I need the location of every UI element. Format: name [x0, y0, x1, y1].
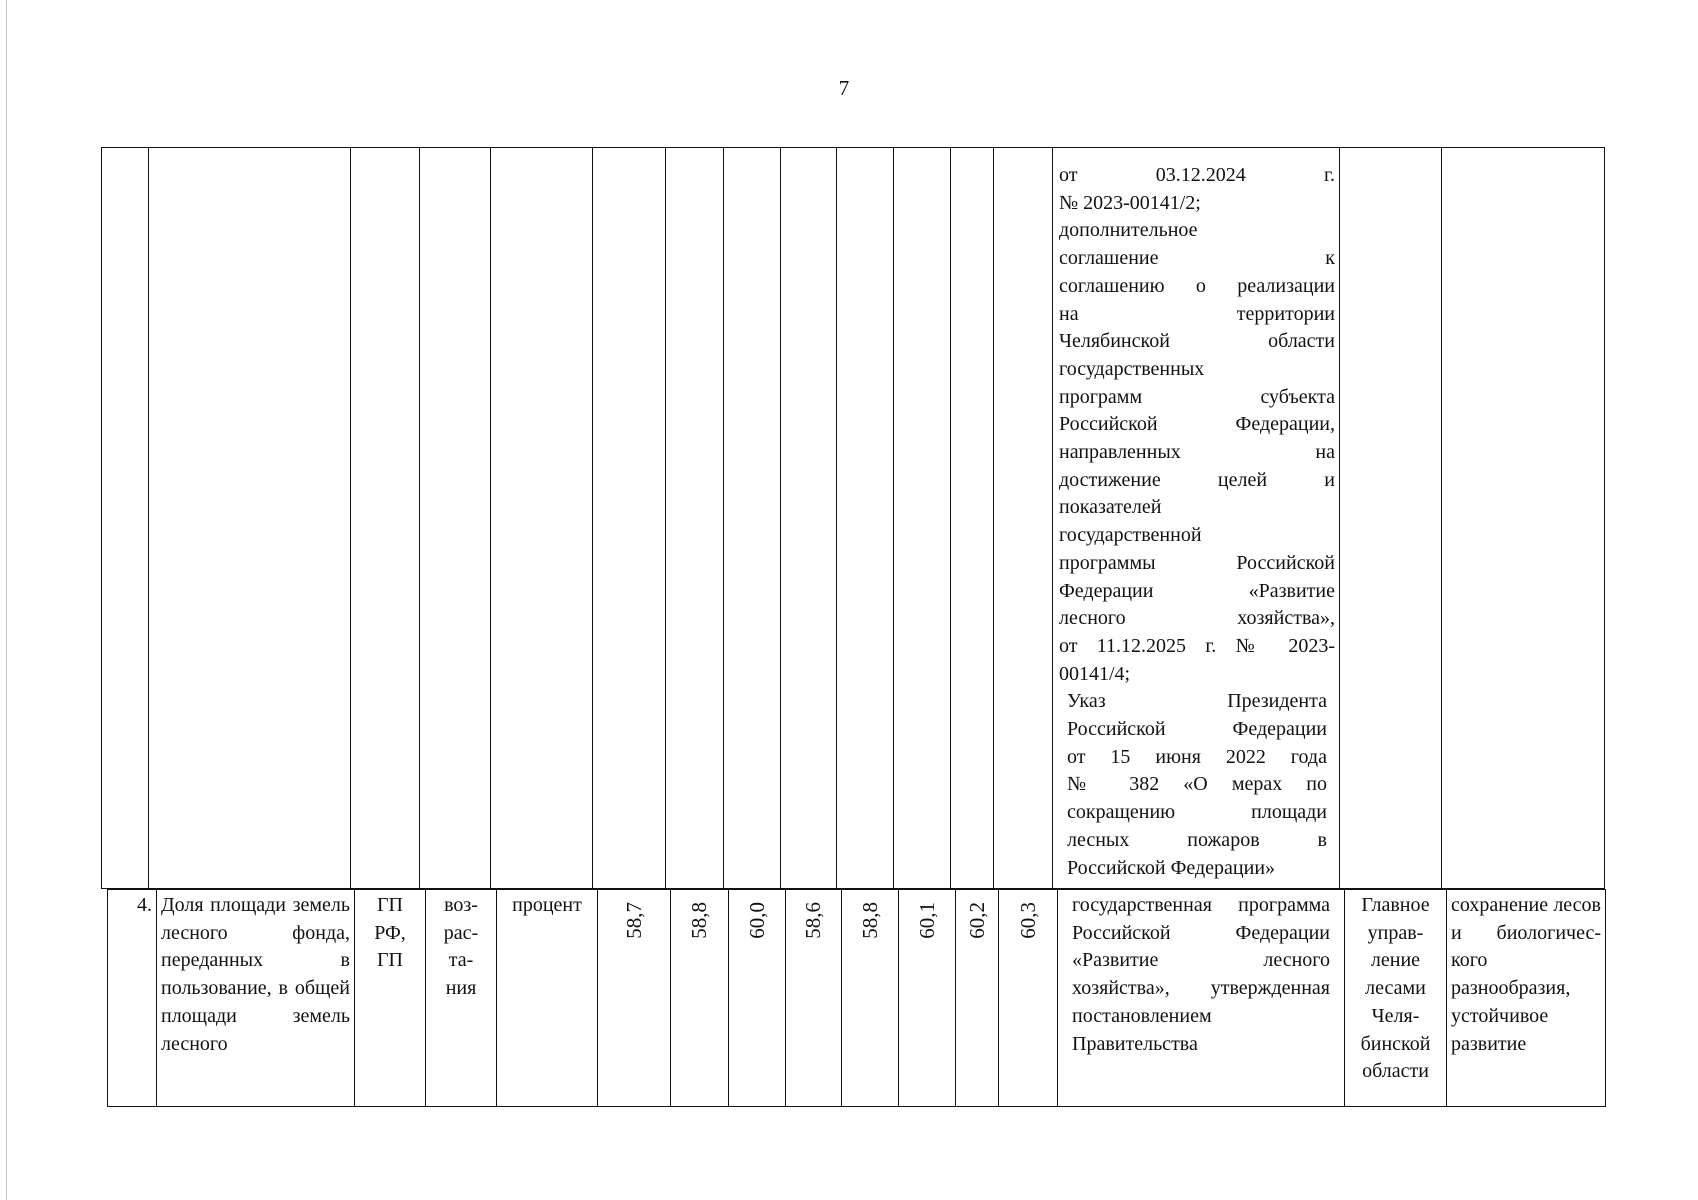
basis-line: показателей — [1059, 496, 1162, 519]
value-cell — [899, 890, 956, 1107]
basis-line: на территории — [1059, 302, 1335, 325]
value-text: 60,2 — [964, 902, 989, 939]
basis-line: Челябинской области — [1059, 330, 1335, 353]
value-text: 58,6 — [801, 902, 825, 939]
value-text: 58,8 — [687, 902, 711, 939]
value-cell — [598, 890, 671, 1107]
decree-line: № 382 «О мерах по — [1067, 773, 1327, 796]
page-edge-line — [6, 0, 7, 1200]
value-cell — [999, 890, 1058, 1107]
value-cell — [786, 890, 842, 1107]
decree-line: от 15 июня 2022 года — [1067, 745, 1327, 768]
row-indicator: Доля площади земель лесного фонда, переданных в пользование, в общей площади земель лесного — [157, 890, 355, 1107]
basis-line: достижение целей и — [1059, 468, 1335, 491]
basis-line: № 2023-00141/2; — [1059, 191, 1201, 214]
basis-line: программы Российской — [1059, 551, 1335, 574]
value-text: 58,7 — [621, 902, 646, 939]
cell-level — [351, 148, 420, 889]
value-cell — [671, 890, 729, 1107]
basis-line: направленных на — [1059, 441, 1335, 464]
basis-line: лесного хозяйства», — [1059, 607, 1335, 630]
basis-decree-text — [1059, 688, 1335, 882]
cell-basis — [1053, 148, 1340, 889]
cell-trend — [420, 148, 491, 889]
cell-value — [781, 148, 837, 889]
cell-value — [951, 148, 994, 889]
value-text: 60,3 — [1015, 902, 1040, 939]
row-level: ГП РФ, ГП — [355, 890, 426, 1107]
cell-value — [593, 148, 666, 889]
basis-line: Российской Федерации, — [1059, 413, 1335, 436]
row-responsible: Главное управ-ление лесами Челя-бинской области — [1345, 890, 1447, 1107]
value-cell — [729, 890, 786, 1107]
basis-line: государственной — [1059, 524, 1202, 547]
basis-line: государственных — [1059, 357, 1205, 380]
cell-value — [666, 148, 724, 889]
basis-line: дополнительное — [1059, 219, 1198, 242]
basis-agreement-text — [1059, 162, 1335, 688]
cell-number — [102, 148, 149, 889]
basis-line: от 03.12.2024 г. — [1059, 164, 1335, 186]
decree-line: Российской Федерации» — [1067, 856, 1276, 879]
value-text: 60,0 — [744, 902, 769, 939]
page-number: 7 — [838, 76, 850, 100]
row-trend: воз-рас-та-ния — [426, 890, 497, 1107]
basis-line: программ субъекта — [1059, 385, 1335, 408]
decree-line: Российской Федерации — [1067, 718, 1327, 741]
cell-responsible — [1340, 148, 1442, 889]
cell-indicator — [149, 148, 351, 889]
decree-line: лесных пожаров в — [1067, 828, 1327, 851]
cell-unit — [491, 148, 593, 889]
cell-value — [894, 148, 951, 889]
cell-value — [724, 148, 781, 889]
value-text: 60,1 — [914, 902, 939, 939]
decree-line: Указ Президента — [1067, 690, 1327, 713]
basis-line: соглашению о реализации — [1059, 274, 1335, 297]
row-goal: сохранение лесов и биологичес-кого разнообразия, устойчивое развитие — [1447, 890, 1606, 1107]
row-unit: процент — [497, 890, 598, 1107]
basis-line: 00141/4; — [1059, 662, 1131, 685]
table-row-4 — [107, 889, 1606, 1107]
value-text: 58,8 — [857, 902, 882, 939]
basis-line: от 11.12.2025 г. № 2023- — [1059, 634, 1335, 657]
decree-line: сокращению площади — [1067, 801, 1327, 824]
value-cell — [956, 890, 999, 1107]
cell-value — [994, 148, 1053, 889]
row-basis: государственная программа Российской Федерации «Развитие лесного хозяйства», утвержденная постановлением Правительства — [1058, 890, 1345, 1107]
basis-line: соглашение к — [1059, 247, 1335, 270]
continued-table-row — [101, 147, 1605, 889]
value-cell — [842, 890, 899, 1107]
cell-goal — [1442, 148, 1605, 889]
row-number: 4. — [108, 890, 157, 1107]
basis-line: Федерации «Развитие — [1059, 579, 1335, 602]
cell-value — [837, 148, 894, 889]
